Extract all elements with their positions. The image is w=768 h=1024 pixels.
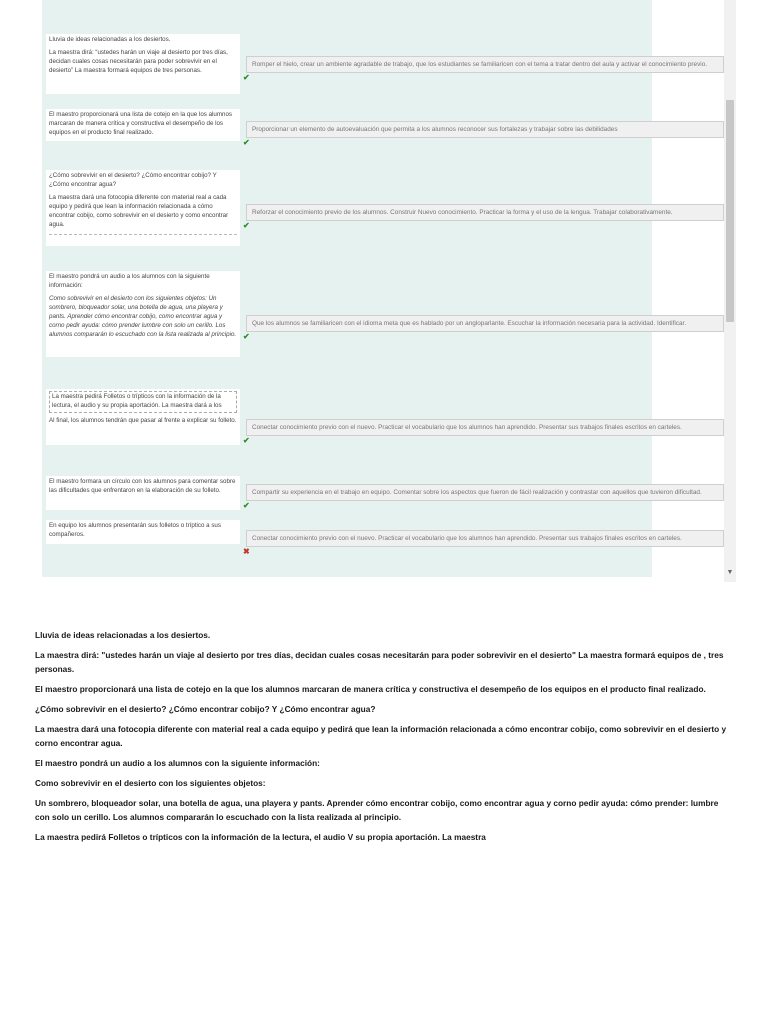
paragraph: El maestro proporcionará una lista de cotejo en la que los alumnos marcaran de manera crítica y constructiva el desempeño de los equipos en el producto final realizado. bbox=[35, 684, 706, 694]
paragraph: Lluvia de ideas relacionadas a los desiertos. bbox=[35, 630, 211, 640]
answer-dropdown[interactable]: Romper el hielo, crear un ambiente agradable de trabajo, que los estudiantes se familiaricen con el tema a tratar dentro del aula y activar el conocimiento previo. bbox=[246, 56, 724, 73]
question-text bbox=[46, 271, 240, 357]
question-text bbox=[46, 170, 240, 246]
question-text bbox=[46, 520, 240, 544]
answer-dropdown[interactable]: Que los alumnos se familiaricen con el idioma meta que es hablado por un angloparlante. Escuchar la información necesaria para la actividad. Identificar. bbox=[246, 315, 724, 332]
question-line: ¿Cómo sobrevivir en el desierto? ¿Cómo encontrar cobijo? Y ¿Cómo encontrar agua? bbox=[49, 172, 217, 188]
answer-dropdown[interactable]: Conectar conocimiento previo con el nuevo. Practicar el vocabulario que los alumnos han aprendido. Presentar sus trabajos finales escritos en carteles. bbox=[246, 419, 724, 436]
paragraph: La maestra dirá: "ustedes harán un viaje al desierto por tres días, decidan cuales cosas necesitarán para poder sobrevivir en el desierto" La maestra formará equipos de , tres personas. bbox=[35, 650, 724, 674]
question-line: El maestro pondrá un audio a los alumnos con la siguiente información: bbox=[49, 273, 210, 289]
question-line: En equipo los alumnos presentarán sus folletos o tríptico a sus compañeros. bbox=[49, 522, 221, 538]
paragraph: La maestra dará una fotocopia diferente con material real a cada equipo y pedirá que lean la información relacionada a cómo encontrar cobijo, como sobrevivir en el desierto y corno encontrar agua. bbox=[35, 724, 727, 748]
scrollbar-thumb[interactable] bbox=[726, 100, 734, 322]
question-text bbox=[46, 476, 240, 510]
question-line: El maestro proporcionará una lista de cotejo en la que los alumnos marcaran de manera crítica y constructiva el desempeño de los equipos en el producto final realizado. bbox=[49, 111, 232, 136]
question-line: Como sobrevivir en el desierto con los siguientes objetos: Un sombrero, bloqueador solar, una botella de agua, una playera y pants. Aprender cómo encontrar cobijo, como encontrar agua y corno pedir ayuda: cómo prender lumbre con solo un cerillo. Los alumnos compararán lo escuchado con la lista realizada al principio. bbox=[49, 294, 237, 338]
check-icon: ✔ bbox=[243, 501, 250, 510]
scroll-down-arrow-icon[interactable]: ▼ bbox=[726, 569, 734, 576]
paragraph: ¿Cómo sobrevivir en el desierto? ¿Cómo encontrar cobijo? Y ¿Cómo encontrar agua? bbox=[35, 704, 376, 714]
question-line: La maestra pedirá Folletos o trípticos con la información de la lectura, el audio y su propia aportación. La maestra dará a los bbox=[49, 391, 237, 413]
check-icon: ✔ bbox=[243, 436, 250, 445]
paragraph: Un sombrero, bloqueador solar, una botella de agua, una playera y pants. Aprender cómo encontrar cobijo, como encontrar agua y corno pedir ayuda: cómo prender: lumbre con solo un cerillo. Los alumnos compararán lo escuchado con la lista realizada al principio. bbox=[35, 798, 719, 822]
question-line: Al final, los alumnos tendrán que pasar al frente a explicar su folleto. bbox=[49, 416, 237, 424]
question-line: La maestra dará una fotocopia diferente con material real a cada equipo y pedirá que lean la información relacionada a cómo encontrar cobijo, como sobrevivir en el desierto y como encontrar agua. bbox=[49, 193, 229, 228]
check-icon: ✔ bbox=[243, 73, 250, 82]
question-text bbox=[46, 389, 240, 445]
divider bbox=[49, 234, 237, 235]
check-icon: ✔ bbox=[243, 221, 250, 230]
question-line: Lluvia de ideas relacionadas a los desiertos. bbox=[49, 36, 171, 43]
answer-dropdown[interactable]: Conectar conocimiento previo con el nuevo. Practicar el vocabulario que los alumnos han aprendido. Presentar sus trabajos finales escritos en carteles. bbox=[246, 530, 724, 547]
check-icon: ✔ bbox=[243, 332, 250, 341]
cross-icon: ✖ bbox=[243, 547, 250, 556]
paragraph: Como sobrevivir en el desierto con los siguientes objetos: bbox=[35, 778, 266, 788]
answer-dropdown[interactable]: Proporcionar un elemento de autoevaluación que permita a los alumnos reconocer sus fortalezas y trabajar sobre las debilidades bbox=[246, 121, 724, 138]
answer-dropdown[interactable]: Compartir su experiencia en el trabajo en equipo. Comentar sobre los aspectos que fueron de fácil realización y contrastar con aquellos que tuvieron dificultad. bbox=[246, 484, 724, 501]
document-body bbox=[35, 628, 735, 850]
check-icon: ✔ bbox=[243, 138, 250, 147]
paragraph: La maestra pedirá Folletos o trípticos con la información de la lectura, el audio V su propia aportación. La maestra bbox=[35, 832, 486, 842]
question-line: El maestro formara un círculo con los alumnos para comentar sobre las dificultades que enfrentaron en la elaboración de su folleto. bbox=[49, 478, 236, 494]
question-text bbox=[46, 34, 240, 94]
question-text bbox=[46, 109, 240, 141]
paragraph: El maestro pondrá un audio a los alumnos con la siguiente información: bbox=[35, 758, 320, 768]
answer-dropdown[interactable]: Reforzar el conocimiento previo de los alumnos. Construir Nuevo conocimiento. Practicar la forma y el uso de la lengua. Trabajar colaborativamente. bbox=[246, 204, 724, 221]
question-line: La maestra dirá: “ustedes harán un viaje al desierto por tres días, decidan cuales cosas necesitarán para poder sobrevivir en el desierto” La maestra formará equipos de tres personas. bbox=[49, 48, 228, 74]
